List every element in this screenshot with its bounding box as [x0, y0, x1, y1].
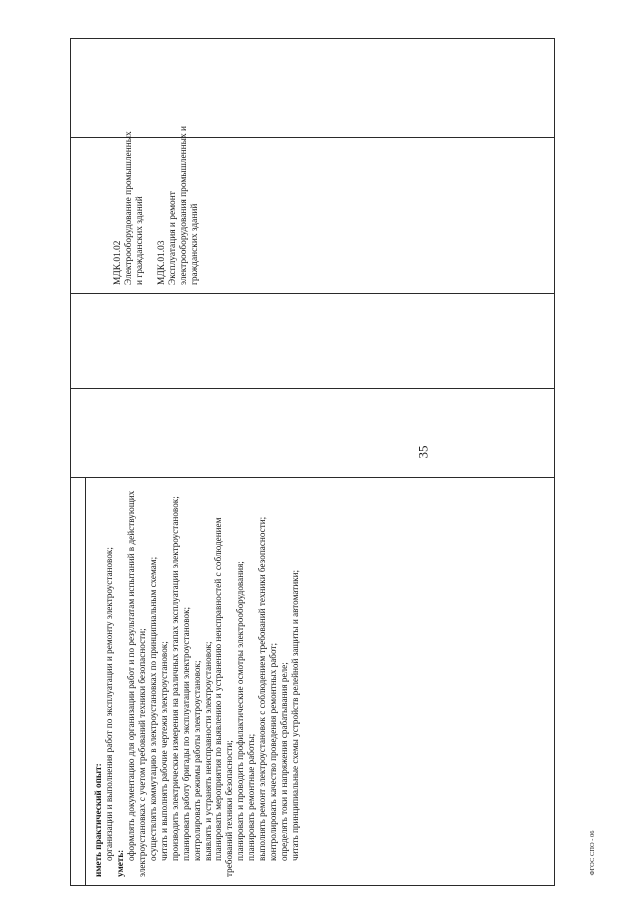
- mdk-cell: [113, 125, 248, 285]
- skills-cell: [93, 482, 383, 877]
- mdk-code: МДК.01.03: [157, 240, 167, 285]
- skill-line: иметь практический опыт:: [93, 763, 103, 877]
- column-divider: [71, 293, 554, 294]
- footer-standard-code: ФГОС СПО - 06: [588, 830, 596, 876]
- skill-line: планировать и проводить профилактические осмотры электрооборудования;: [235, 561, 246, 861]
- row-divider: [85, 478, 86, 885]
- skill-line: контролировать качество проведения ремонтных работ;: [268, 643, 279, 861]
- skill-line: определять токи и напряжения срабатывания реле;: [279, 662, 290, 861]
- skill-line: выполнять ремонт электроустановок с соблюдением требований техники безопасности;: [257, 516, 268, 861]
- skill-line: уметь:: [114, 849, 125, 877]
- skill-line: осуществлять коммутацию в электроустановках по принципиальным схемам;: [147, 556, 158, 861]
- page-number: 35: [415, 445, 431, 459]
- competency-table: [70, 38, 555, 886]
- skill-line: читать принципиальные схемы устройств релейной защиты и автоматики;: [290, 569, 301, 861]
- skill-line: выявлять и устранять неисправности электроустановок;: [202, 641, 213, 861]
- skill-line: производить электрические измерения на различных этапах эксплуатации электроустановок;: [169, 496, 180, 861]
- skill-line: контролировать режимы работы электроустановок;: [191, 660, 202, 861]
- mdk-title: Эксплуатация и ремонт электрооборудования промышленных и гражданских зданий: [168, 125, 200, 285]
- skill-line: планировать работу бригады по эксплуатации электроустановок;: [180, 606, 191, 861]
- column-divider: [71, 477, 554, 478]
- skill-line: организации и выполнения работ по эксплуатации и ремонту электроустановок;: [103, 547, 114, 861]
- skill-line: читать и выполнять рабочие чертежи электроустановок;: [158, 641, 169, 861]
- mdk-title: Электрооборудование промышленных и гражданских зданий: [124, 131, 145, 285]
- skill-line: оформлять документацию для организации работ и по результатам испытаний в действующих электроустановках с учетом требований техники безопасности;: [125, 490, 147, 877]
- competency-table-grid: [70, 38, 555, 886]
- skill-line: планировать мероприятия по выявлению и устранению неисправностей с соблюдением требований техники безопасности;: [213, 517, 235, 877]
- mdk-code: МДК.01.02: [113, 240, 123, 285]
- column-divider: [71, 388, 554, 389]
- skill-line: планировать ремонтные работы;: [246, 733, 257, 861]
